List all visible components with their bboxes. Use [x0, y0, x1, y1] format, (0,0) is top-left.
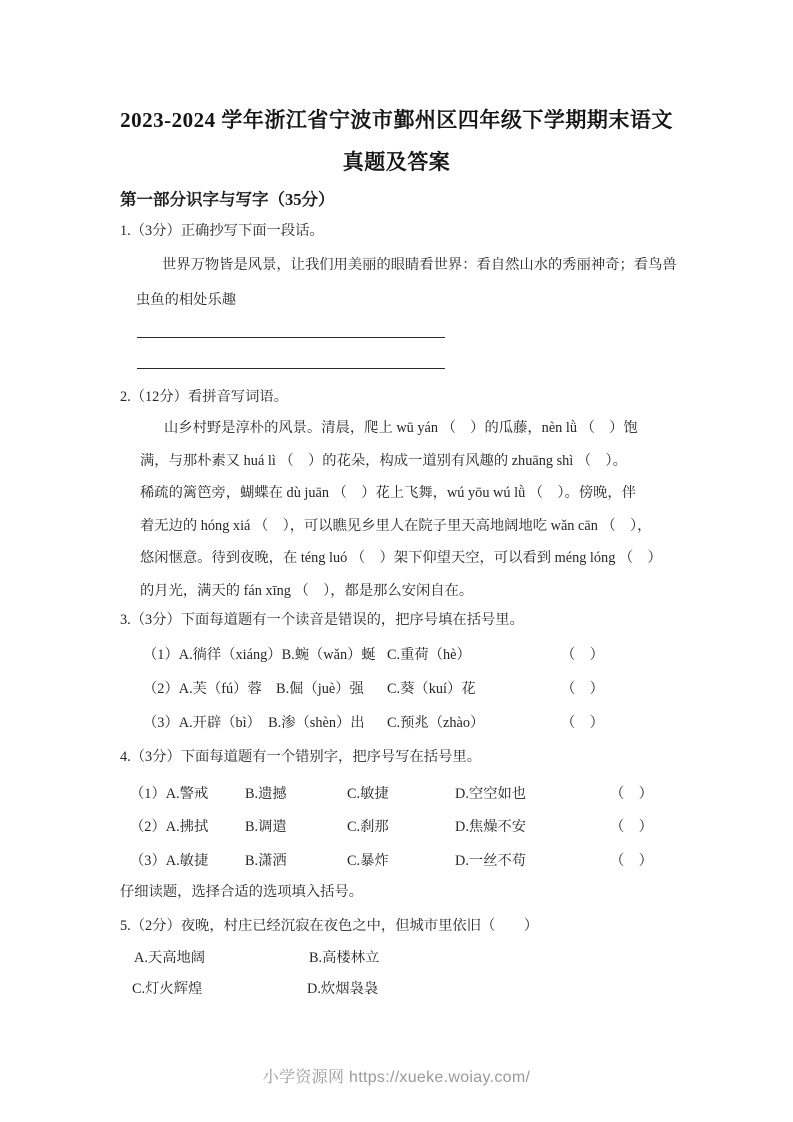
q2-stem: 2.（12分）看拼音写词语。 — [120, 389, 288, 405]
q2-line-4: 着无边的 hóng xiá （ ），可以瞧见乡里人在院子里天高地阔地吃 wǎn cān （ ）， — [140, 517, 652, 534]
q4-row1-item-b: B.遗撼 — [245, 786, 287, 802]
q1-paragraph-line2: 虫鱼的相处乐趣 — [136, 292, 237, 308]
q4-row2-item-b: B.调遣 — [245, 819, 287, 835]
q4-row3-answer-bracket: （ ） — [610, 853, 653, 869]
q3-row3-answer-bracket: （ ） — [561, 715, 604, 731]
q3-row2-answer-bracket: （ ） — [561, 681, 604, 697]
footer-text: 小学资源网 https://xueke.woiay.com/ — [262, 1069, 531, 1086]
q4-row3-item-a: （3）A.敏捷 — [130, 853, 209, 869]
doc-title-line1: 2023-2024 学年浙江省宁波市鄞州区四年级下学期期末语文 — [120, 108, 673, 132]
q3-row1-answer-bracket: （ ） — [561, 647, 604, 663]
answer-line-1 — [137, 337, 445, 338]
q4-row1-item-a: （1）A.警戒 — [130, 786, 209, 802]
q2-line-2: 满，与那朴素又 huá lì （ ）的花朵，构成一道别有风趣的 zhuāng shì （ ）。 — [140, 452, 627, 469]
q4-row3-item-c: C.暴炸 — [347, 853, 389, 869]
q3-stem: 3.（3分）下面每道题有一个读音是错误的，把序号填在括号里。 — [120, 612, 524, 628]
q4-row2-answer-bracket: （ ） — [610, 819, 653, 835]
q1-paragraph-line1: 世界万物皆是风景，让我们用美丽的眼睛看世界：看自然山水的秀丽神奇；看鸟兽 — [162, 257, 677, 273]
section-heading: 第一部分识字与写字（35分） — [120, 190, 335, 209]
q5-option-a: A.天高地阔 — [134, 950, 206, 966]
q4-row2-item-d: D.焦燥不安 — [455, 819, 527, 835]
q4-stem: 4.（3分）下面每道题有一个错别字，把序号写在括号里。 — [120, 749, 481, 765]
q3-row3-item-c: C.预兆（zhào） — [387, 715, 485, 731]
q2-line-5: 悠闲惬意。待到夜晚，在 téng luó （ ）架下仰望天空，可以看到 méng lóng （ ） — [140, 550, 662, 567]
q4-row1-item-c: C.敏捷 — [347, 786, 389, 802]
q5-option-c: C.灯火辉煌 — [132, 981, 203, 997]
q5-option-b: B.高楼林立 — [309, 950, 380, 966]
q3-row1-items: （1）A.徜徉（xiáng）B.蜿（wǎn）蜒 — [143, 647, 376, 663]
q1-stem: 1.（3分）正确抄写下面一段话。 — [120, 223, 324, 239]
q3-row2-items: （2）A.芙（fú）蓉 B.倔（juè）强 — [143, 681, 364, 697]
q3-row2-item-c: C.葵（kuí）花 — [387, 681, 476, 697]
q3-row1-item-c: C.重荷（hè） — [387, 647, 471, 663]
q2-line-1: 山乡村野是淳朴的风景。清晨，爬上 wū yán （ ）的瓜藤，nèn lǜ （ ）饱 — [164, 420, 638, 436]
q2-line-6: 的月光，满天的 fán xīng （ ），都是那么安闲自在。 — [140, 582, 474, 599]
q3-row3-items: （3）A.开辟（bì） B.渗（shèn）出 — [143, 715, 365, 731]
q1-paragraph — [136, 248, 677, 318]
q4-note: 仔细读题，选择合适的选项填入括号。 — [120, 884, 364, 900]
q5-option-d: D.炊烟袅袅 — [307, 981, 379, 997]
q4-row1-item-d: D.空空如也 — [455, 786, 527, 802]
answer-line-2 — [137, 368, 445, 369]
q4-row1-answer-bracket: （ ） — [610, 786, 653, 802]
doc-title-line2: 真题及答案 — [342, 150, 451, 174]
q4-row2-item-a: （2）A.拂拭 — [130, 819, 209, 835]
q4-row2-item-c: C.刹那 — [347, 819, 389, 835]
q2-line-3: 稀疏的篱笆旁，蝴蝶在 dù juān （ ）花上飞舞，wú yōu wú lǜ （ ）。傍晚，伴 — [140, 485, 637, 502]
q4-row3-item-b: B.潇洒 — [245, 853, 287, 869]
q2-pinyin-paragraph — [140, 412, 662, 608]
q5-stem: 5.（2分）夜晚，村庄已经沉寂在夜色之中，但城市里依旧（ ） — [120, 918, 539, 934]
q4-row3-item-d: D.一丝不苟 — [455, 853, 527, 869]
